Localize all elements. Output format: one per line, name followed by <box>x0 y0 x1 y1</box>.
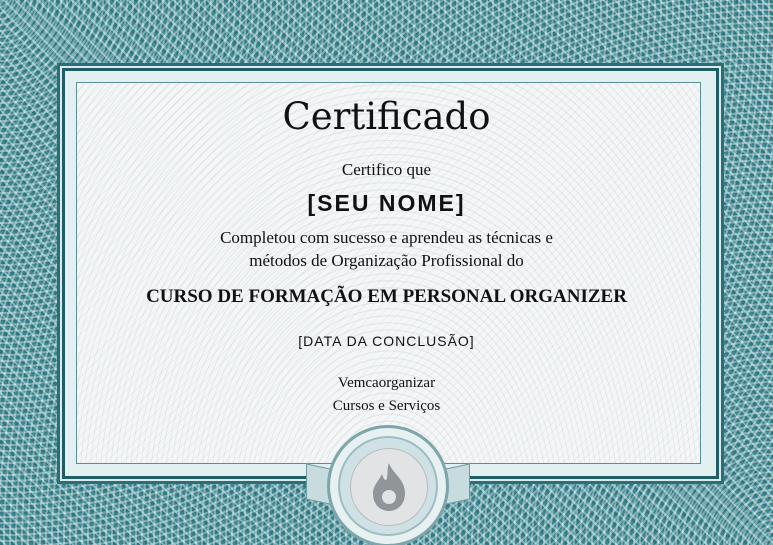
completion-date: [DATA DA CONCLUSÃO] <box>298 333 475 349</box>
certificate-seal <box>327 425 449 545</box>
issuer-subtitle: Cursos e Serviços <box>332 398 441 414</box>
issuer-name: Vemcaorganizar <box>337 375 436 391</box>
description-line-1: Completou com sucesso e aprendeu as técnicas e <box>220 228 553 247</box>
course-name: CURSO DE FORMAÇÃO EM PERSONAL ORGANIZER <box>146 286 627 307</box>
description-line-2: métodos de Organização Profissional do <box>249 251 524 270</box>
certificate-intro: Certifico que <box>341 160 432 179</box>
seal-emblem <box>350 448 428 526</box>
recipient-name: [SEU NOME] <box>307 190 466 216</box>
certificate-title: Certificado <box>282 95 491 138</box>
flame-icon <box>368 461 410 513</box>
